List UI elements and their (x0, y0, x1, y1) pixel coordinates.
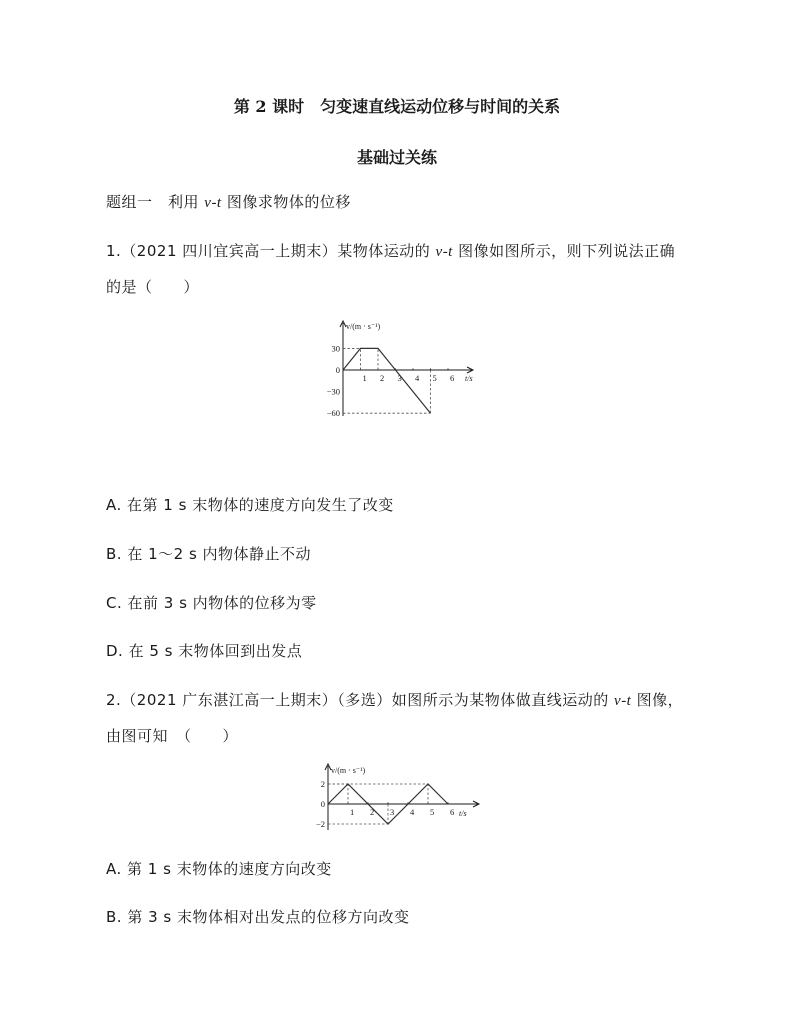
q1-option-c[interactable]: C. 在前 3 s 内物体的位移为零 (106, 594, 317, 612)
y-tick-label: 0 (320, 799, 325, 809)
q1-stem-line1 (106, 240, 675, 261)
y-tick-label: 2 (320, 779, 325, 789)
q2-stem-pre: 2.（2021 广东湛江高一上期末）（多选）如图所示为某物体做直线运动的 (106, 691, 615, 709)
q2-stem-vt: v-t (614, 693, 632, 709)
y-tick-label: −30 (326, 386, 340, 397)
q2-option-b[interactable]: B. 第 3 s 末物体相对出发点的位移方向改变 (106, 908, 410, 926)
q1-option-b[interactable]: B. 在 1～2 s 内物体静止不动 (106, 545, 312, 563)
x-tick-label: 2 (370, 807, 375, 817)
group-heading (106, 191, 351, 212)
x-tick-label: 3 (397, 373, 402, 383)
q1-stem-line2: 的是（ ） (106, 278, 200, 296)
q2-vt-graph (300, 762, 490, 834)
lesson-title: 第 2 课时 匀变速直线运动位移与时间的关系 (233, 97, 561, 116)
x-tick-label: 3 (390, 807, 395, 817)
q1-vt-graph (310, 318, 485, 420)
group-heading-post: 图像求物体的位移 (221, 193, 351, 211)
group-heading-vt: v-t (204, 195, 222, 211)
q2-stem-post: 图像， (631, 691, 684, 709)
q1-x-label: t/s (465, 374, 473, 383)
section-title: 基础过关练 (356, 148, 437, 167)
x-tick-label: 4 (410, 807, 415, 817)
x-tick-label: 1 (350, 807, 355, 817)
q2-y-label: v/(m · s⁻¹) (331, 766, 366, 775)
q2-stem-line1 (106, 689, 683, 710)
q2-x-label: t/s (459, 809, 467, 818)
x-tick-label: 2 (380, 373, 385, 383)
y-tick-label: −60 (326, 408, 340, 419)
y-tick-label: 0 (335, 365, 340, 375)
y-tick-label: 30 (331, 343, 340, 354)
x-tick-label: 5 (430, 807, 435, 817)
q1-stem-vt: v-t (435, 244, 453, 260)
group-heading-pre: 题组一 利用 (106, 193, 205, 211)
x-tick-label: 1 (362, 373, 367, 383)
q1-option-a[interactable]: A. 在第 1 s 末物体的速度方向发生了改变 (106, 496, 394, 514)
q1-stem-pre: 1.（2021 四川宜宾高一上期末）某物体运动的 (106, 242, 436, 260)
y-tick-label: −2 (315, 819, 325, 829)
q2-stem-line2: 由图可知 （ ） (106, 727, 239, 745)
x-tick-label: 4 (415, 373, 420, 383)
x-tick-label: 5 (432, 373, 437, 383)
x-tick-label: 6 (450, 807, 455, 817)
q1-stem-post: 图像如图所示，则下列说法正确 (452, 242, 676, 260)
q2-option-a[interactable]: A. 第 1 s 末物体的速度方向改变 (106, 860, 332, 878)
x-tick-label: 6 (450, 373, 455, 383)
q1-y-label: v/(m · s⁻¹) (346, 322, 381, 331)
q1-option-d[interactable]: D. 在 5 s 末物体回到出发点 (106, 642, 303, 660)
